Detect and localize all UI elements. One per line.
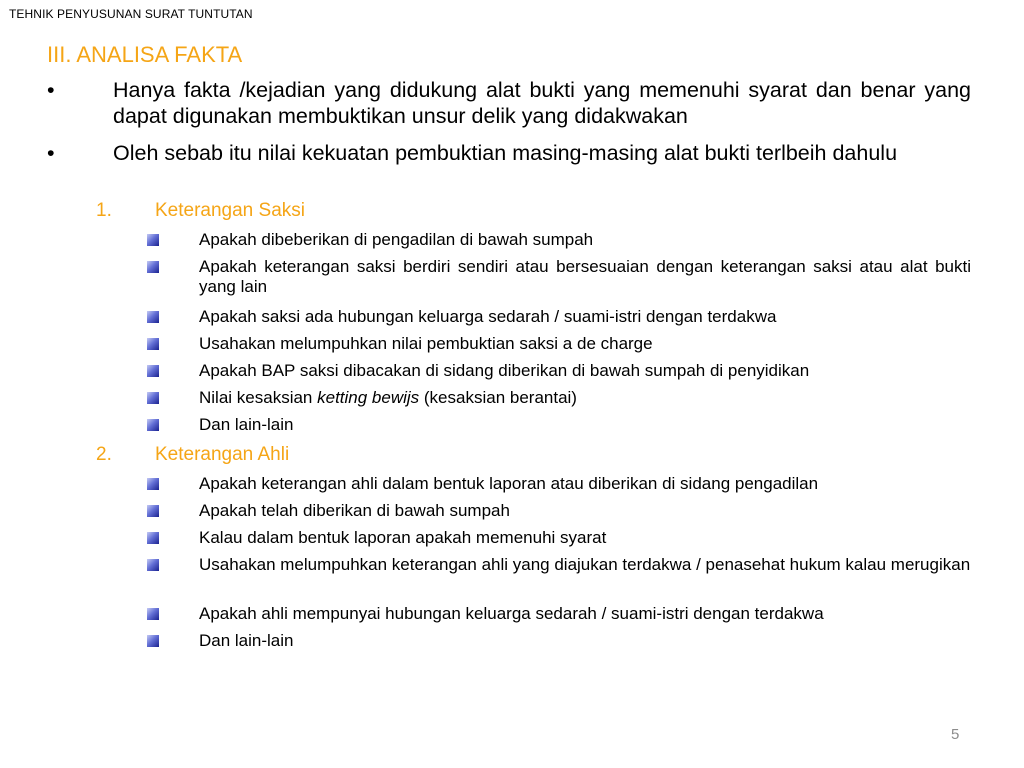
square-bullet-icon xyxy=(147,478,159,490)
bullet-item xyxy=(47,77,971,129)
square-bullet-icon xyxy=(147,419,159,431)
section-heading: III. ANALISA FAKTA xyxy=(47,42,243,67)
italic-term: ketting bewijs xyxy=(317,388,420,407)
group-number: 1. xyxy=(96,200,112,221)
list-item xyxy=(147,388,971,408)
list-item: Apakah saksi ada hubungan keluarga sedarah / suami-istri dengan terdakwa xyxy=(147,307,971,327)
list-item: Usahakan melumpuhkan keterangan ahli yang diajukan terdakwa / penasehat hukum kalau merugikan xyxy=(147,555,971,575)
bullet-item xyxy=(47,140,971,166)
square-bullet-icon xyxy=(147,635,159,647)
group-number: 2. xyxy=(96,444,112,465)
item-text: Nilai kesaksian xyxy=(199,388,318,407)
list-item: Apakah telah diberikan di bawah sumpah xyxy=(147,501,971,521)
item-text: (kesaksian berantai) xyxy=(419,388,577,407)
group-heading-saksi xyxy=(96,199,972,223)
square-bullet-icon xyxy=(147,365,159,377)
slide-header: TEHNIK PENYUSUNAN SURAT TUNTUTAN xyxy=(9,7,253,21)
square-bullet-icon xyxy=(147,311,159,323)
bullet-marker: • xyxy=(47,78,55,102)
square-bullet-icon xyxy=(147,392,159,404)
square-bullet-icon xyxy=(147,261,159,273)
bullet-text: Oleh sebab itu nilai kekuatan pembuktian masing-masing alat bukti terlbeih dahulu xyxy=(113,141,898,165)
list-item: Apakah keterangan saksi berdiri sendiri atau bersesuaian dengan keterangan saksi atau alat bukti yang lain xyxy=(147,257,971,297)
page-number: 5 xyxy=(951,726,960,743)
list-item: Dan lain-lain xyxy=(147,415,971,435)
list-item: Usahakan melumpuhkan nilai pembuktian saksi a de charge xyxy=(147,334,971,354)
square-bullet-icon xyxy=(147,505,159,517)
list-item: Dan lain-lain xyxy=(147,631,971,651)
list-item: Apakah keterangan ahli dalam bentuk laporan atau diberikan di sidang pengadilan xyxy=(147,474,971,494)
list-item: Apakah ahli mempunyai hubungan keluarga sedarah / suami-istri dengan terdakwa xyxy=(147,604,971,624)
group-heading-ahli xyxy=(96,443,972,467)
group-title: Keterangan Ahli xyxy=(155,444,290,465)
square-bullet-icon xyxy=(147,608,159,620)
square-bullet-icon xyxy=(147,338,159,350)
bullet-marker: • xyxy=(47,141,55,165)
list-item: Apakah BAP saksi dibacakan di sidang diberikan di bawah sumpah di penyidikan xyxy=(147,361,971,381)
bullet-text: Hanya fakta /kejadian yang didukung alat bukti yang memenuhi syarat dan benar yang dapat digunakan membuktikan unsur delik yang didakwakan xyxy=(113,78,971,128)
group-title: Keterangan Saksi xyxy=(155,200,305,221)
list-item: Apakah dibeberikan di pengadilan di bawah sumpah xyxy=(147,230,971,250)
square-bullet-icon xyxy=(147,532,159,544)
list-item: Kalau dalam bentuk laporan apakah memenuhi syarat xyxy=(147,528,971,548)
square-bullet-icon xyxy=(147,234,159,246)
square-bullet-icon xyxy=(147,559,159,571)
